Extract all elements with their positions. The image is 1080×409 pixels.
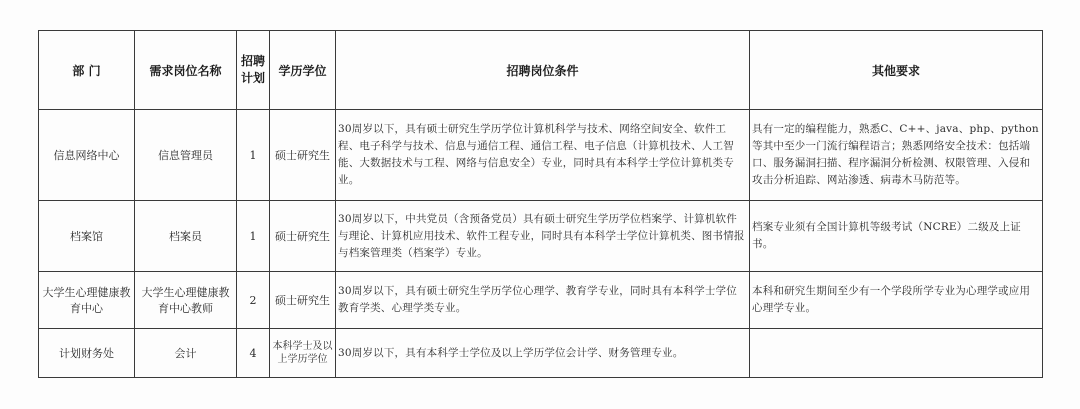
cell-count: 1	[237, 110, 270, 201]
cell-count: 1	[237, 201, 270, 272]
table-row	[39, 110, 1043, 201]
table-header	[39, 31, 1043, 110]
header-plan-line2: 计划	[240, 71, 265, 85]
cell-position: 档案员	[135, 201, 237, 272]
table-body	[39, 110, 1043, 378]
cell-other: 具有一定的编程能力，熟悉C、C++、java、php、python 等其中至少一门流行编程语言；熟悉网络安全技术：包括端口、服务漏洞扫描、程序漏洞分析检测、权限管理、入侵和攻击分析追踪、网站渗透、病毒木马防范等。	[750, 110, 1043, 201]
cell-other: 档案专业须有全国计算机等级考试（NCRE）二级及上证书。	[750, 201, 1043, 272]
header-degree: 学历学位	[270, 31, 336, 110]
cell-degree: 硕士研究生	[270, 272, 336, 329]
cell-degree: 硕士研究生	[270, 201, 336, 272]
cell-position: 信息管理员	[135, 110, 237, 201]
header-position: 需求岗位名称	[135, 31, 237, 110]
cell-count: 4	[237, 329, 270, 378]
recruitment-table	[38, 30, 1043, 378]
header-row	[39, 31, 1043, 110]
cell-conditions: 30周岁以下，中共党员（含预备党员）具有硕士研究生学历学位档案学、计算机软件与理论、计算机应用技术、软件工程专业，同时具有本科学士学位计算机类、图书情报与档案管理类（档案学）专业。	[336, 201, 750, 272]
header-conditions: 招聘岗位条件	[336, 31, 750, 110]
table-row	[39, 329, 1043, 378]
header-dept: 部 门	[39, 31, 135, 110]
cell-position: 大学生心理健康教育中心教师	[135, 272, 237, 329]
table-row	[39, 272, 1043, 329]
cell-position: 会计	[135, 329, 237, 378]
cell-conditions: 30周岁以下，具有硕士研究生学历学位心理学、教育学专业，同时具有本科学士学位教育学类、心理学类专业。	[336, 272, 750, 329]
header-plan	[237, 31, 270, 110]
cell-conditions: 30周岁以下，具有硕士研究生学历学位计算机科学与技术、网络空间安全、软件工程、电子科学与技术、信息与通信工程、通信工程、电子信息（计算机技术、人工智能、大数据技术与工程、网络与信息安全）专业，同时具有本科学士学位计算机类专业。	[336, 110, 750, 201]
header-plan-line1: 招聘	[240, 54, 265, 68]
cell-degree: 本科学士及以上学历学位	[270, 329, 336, 378]
cell-dept: 信息网络中心	[39, 110, 135, 201]
table-row	[39, 201, 1043, 272]
cell-other	[750, 329, 1043, 378]
cell-dept: 档案馆	[39, 201, 135, 272]
cell-degree: 硕士研究生	[270, 110, 336, 201]
header-other: 其他要求	[750, 31, 1043, 110]
cell-dept: 计划财务处	[39, 329, 135, 378]
cell-count: 2	[237, 272, 270, 329]
cell-dept: 大学生心理健康教育中心	[39, 272, 135, 329]
cell-conditions: 30周岁以下，具有本科学士学位及以上学历学位会计学、财务管理专业。	[336, 329, 750, 378]
cell-other: 本科和研究生期间至少有一个学段所学专业为心理学或应用心理学专业。	[750, 272, 1043, 329]
